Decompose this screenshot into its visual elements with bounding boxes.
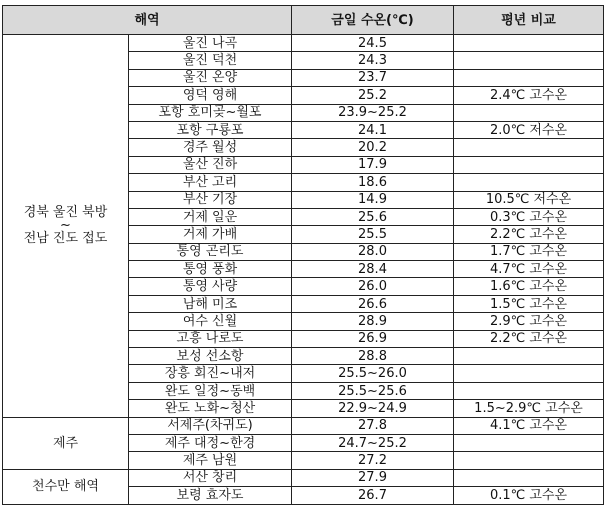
table-row — [3, 417, 604, 434]
compare-cell — [454, 52, 604, 69]
region-label: ~ — [60, 218, 71, 234]
location-cell: 제주 남원 — [129, 452, 292, 469]
compare-cell: 1.5~2.9℃ 고수온 — [454, 400, 604, 417]
location-cell: 포항 구룡포 — [129, 121, 292, 138]
region-cell — [3, 469, 129, 504]
temp-cell: 24.7~25.2 — [292, 434, 454, 451]
location-cell: 통영 풍화 — [129, 261, 292, 278]
temp-cell: 26.9 — [292, 330, 454, 347]
temp-cell: 23.7 — [292, 69, 454, 86]
location-cell: 남해 미조 — [129, 295, 292, 312]
header-compare: 평년 비교 — [454, 6, 604, 35]
header-temp: 금일 수온(℃) — [292, 6, 454, 35]
location-cell: 거제 가배 — [129, 226, 292, 243]
compare-cell — [454, 382, 604, 399]
compare-cell — [454, 156, 604, 173]
compare-cell: 4.1℃ 고수온 — [454, 417, 604, 434]
temp-cell: 23.9~25.2 — [292, 104, 454, 121]
compare-cell — [454, 348, 604, 365]
region-label: 제주 — [52, 435, 79, 451]
table-body — [3, 35, 604, 505]
compare-cell — [454, 139, 604, 156]
region-label: 전남 진도 접도 — [23, 231, 108, 247]
table-row — [3, 469, 604, 486]
compare-cell: 0.3℃ 고수온 — [454, 208, 604, 225]
region-cell — [3, 417, 129, 469]
temp-cell: 20.2 — [292, 139, 454, 156]
temp-cell: 27.8 — [292, 417, 454, 434]
location-cell: 거제 일운 — [129, 208, 292, 225]
temp-cell: 28.4 — [292, 261, 454, 278]
temp-cell: 24.3 — [292, 52, 454, 69]
location-cell: 경주 월성 — [129, 139, 292, 156]
temp-cell: 26.0 — [292, 278, 454, 295]
compare-cell — [454, 452, 604, 469]
compare-cell — [454, 469, 604, 486]
compare-cell: 2.9℃ 고수온 — [454, 313, 604, 330]
temp-cell: 28.8 — [292, 348, 454, 365]
sea-temperature-table — [2, 5, 604, 505]
compare-cell: 2.2℃ 고수온 — [454, 226, 604, 243]
location-cell: 여수 신월 — [129, 313, 292, 330]
location-cell: 영덕 영해 — [129, 87, 292, 104]
temp-cell: 25.5~26.0 — [292, 365, 454, 382]
location-cell: 포항 호미곶~월포 — [129, 104, 292, 121]
location-cell: 울진 온양 — [129, 69, 292, 86]
location-cell: 부산 기장 — [129, 191, 292, 208]
temp-cell: 14.9 — [292, 191, 454, 208]
location-cell: 장흥 회진~내저 — [129, 365, 292, 382]
temp-cell: 24.5 — [292, 35, 454, 52]
region-label: 천수만 해역 — [32, 479, 99, 495]
location-cell: 완도 노화~청산 — [129, 400, 292, 417]
temp-cell: 18.6 — [292, 174, 454, 191]
location-cell: 보성 선소항 — [129, 348, 292, 365]
compare-cell — [454, 104, 604, 121]
compare-cell: 4.7℃ 고수온 — [454, 261, 604, 278]
temp-cell: 26.6 — [292, 295, 454, 312]
location-cell: 완도 일정~동백 — [129, 382, 292, 399]
temp-cell: 28.0 — [292, 243, 454, 260]
temp-cell: 25.6 — [292, 208, 454, 225]
region-cell — [3, 35, 129, 418]
compare-cell: 10.5℃ 저수온 — [454, 191, 604, 208]
location-cell: 보령 효자도 — [129, 487, 292, 504]
region-label: 경북 울진 북방 — [23, 205, 108, 221]
temp-cell: 22.9~24.9 — [292, 400, 454, 417]
location-cell: 부산 고리 — [129, 174, 292, 191]
compare-cell: 2.4℃ 고수온 — [454, 87, 604, 104]
location-cell: 울산 진하 — [129, 156, 292, 173]
header-row — [3, 6, 604, 35]
header-region: 해역 — [3, 6, 292, 35]
temp-cell: 25.2 — [292, 87, 454, 104]
compare-cell — [454, 35, 604, 52]
temp-cell: 24.1 — [292, 121, 454, 138]
location-cell: 서산 창리 — [129, 469, 292, 486]
compare-cell: 0.1℃ 고수온 — [454, 487, 604, 504]
compare-cell: 1.6℃ 고수온 — [454, 278, 604, 295]
location-cell: 통영 사량 — [129, 278, 292, 295]
temp-cell: 25.5 — [292, 226, 454, 243]
compare-cell: 2.0℃ 저수온 — [454, 121, 604, 138]
compare-cell: 1.7℃ 고수온 — [454, 243, 604, 260]
compare-cell — [454, 434, 604, 451]
compare-cell — [454, 174, 604, 191]
location-cell: 통영 곤리도 — [129, 243, 292, 260]
temp-cell: 27.2 — [292, 452, 454, 469]
table-row — [3, 35, 604, 52]
location-cell: 제주 대정~한경 — [129, 434, 292, 451]
temp-cell: 17.9 — [292, 156, 454, 173]
compare-cell — [454, 69, 604, 86]
temp-cell: 27.9 — [292, 469, 454, 486]
temp-cell: 26.7 — [292, 487, 454, 504]
compare-cell: 2.2℃ 고수온 — [454, 330, 604, 347]
location-cell: 울진 나곡 — [129, 35, 292, 52]
location-cell: 서제주(차귀도) — [129, 417, 292, 434]
compare-cell: 1.5℃ 고수온 — [454, 295, 604, 312]
location-cell: 울진 덕천 — [129, 52, 292, 69]
location-cell: 고흥 나로도 — [129, 330, 292, 347]
temp-cell: 25.5~25.6 — [292, 382, 454, 399]
compare-cell — [454, 365, 604, 382]
temp-cell: 28.9 — [292, 313, 454, 330]
